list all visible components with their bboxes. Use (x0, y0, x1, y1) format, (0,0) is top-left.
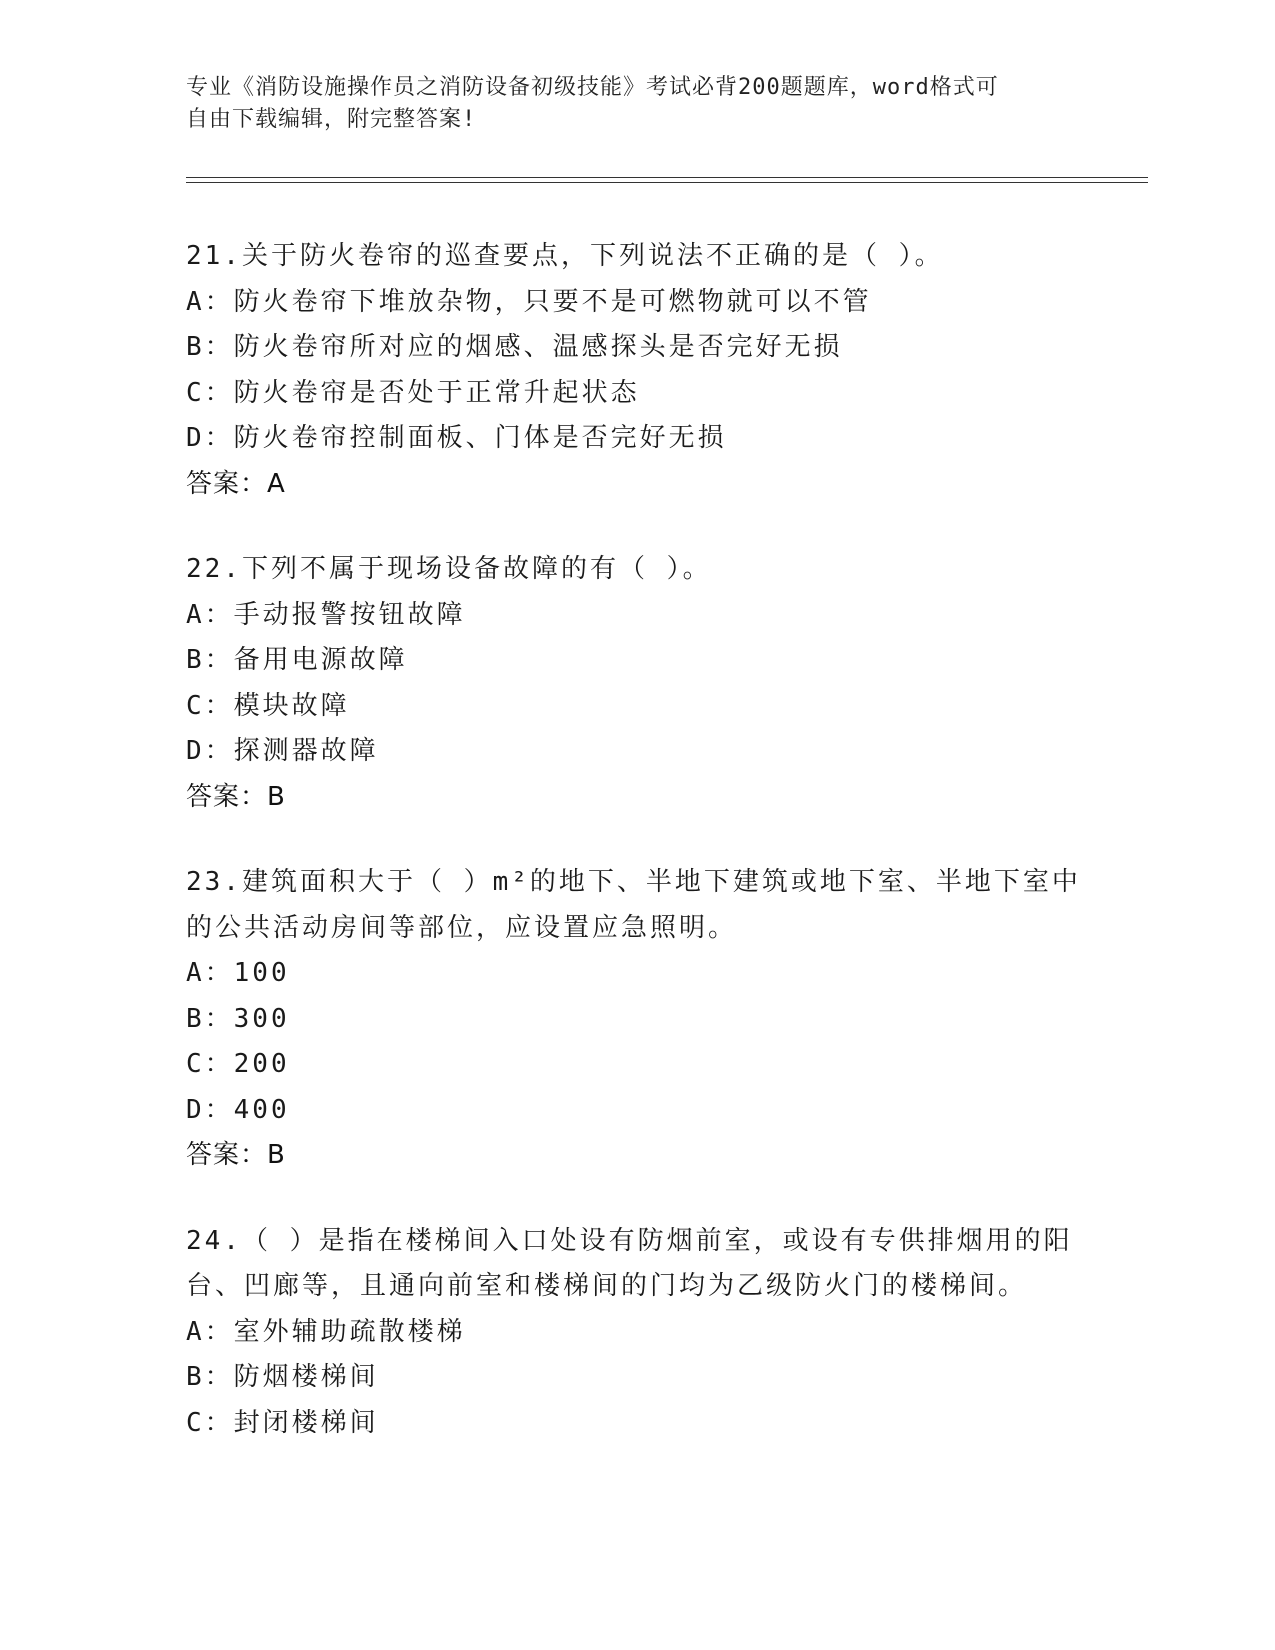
question-stem-line-1: 24.（ ）是指在楼梯间入口处设有防烟前室，或设有专供排烟用的阳 (186, 1225, 1073, 1256)
option-d: D：探测器故障 (186, 736, 379, 766)
question-stem: 22.下列不属于现场设备故障的有（ ）。 (186, 554, 712, 584)
option-d: D：防火卷帘控制面板、门体是否完好无损 (186, 423, 727, 453)
option-c: C：封闭楼梯间 (186, 1407, 379, 1438)
question-stem: 21.关于防火卷帘的巡查要点，下列说法不正确的是（ ）。 (186, 241, 944, 271)
question-stem-line-1: 23.建筑面积大于（ ）m²的地下、半地下建筑或地下室、半地下室中 (186, 867, 1081, 897)
option-c: C：200 (186, 1049, 290, 1079)
option-a: A：手动报警按钮故障 (186, 599, 466, 630)
option-b: B：备用电源故障 (186, 645, 408, 675)
question-stem-line-2: 的公共活动房间等部位，应设置应急照明。 (186, 912, 738, 943)
option-a: A：100 (186, 958, 290, 988)
header-line-2: 自由下载编辑，附完整答案! (186, 107, 477, 132)
answer-label: 答案：B (186, 781, 286, 812)
option-c: C：模块故障 (186, 690, 350, 721)
document-header (186, 72, 1066, 136)
option-b: B：300 (186, 1003, 290, 1034)
question-24 (186, 1219, 1086, 1447)
answer-label: 答案：B (186, 1140, 286, 1170)
answer-label: 答案：A (186, 468, 286, 499)
header-line-1: 专业《消防设施操作员之消防设备初级技能》考试必背200题题库，word格式可 (186, 75, 999, 100)
option-b: B：防火卷帘所对应的烟感、温感探头是否完好无损 (186, 332, 843, 362)
option-c: C：防火卷帘是否处于正常升起状态 (186, 377, 640, 408)
option-a: A：防火卷帘下堆放杂物，只要不是可燃物就可以不管 (186, 286, 872, 317)
option-b: B：防烟楼梯间 (186, 1362, 379, 1392)
question-23 (186, 860, 1086, 1179)
question-list (186, 234, 1086, 1486)
question-stem-line-2: 台、凹廊等，且通向前室和楼梯间的门均为乙级防火门的楼梯间。 (186, 1271, 1028, 1301)
header-divider-top (186, 177, 1148, 178)
question-22 (186, 547, 1086, 820)
option-a: A：室外辅助疏散楼梯 (186, 1316, 466, 1347)
question-21 (186, 234, 1086, 507)
header-divider-bottom (186, 182, 1148, 183)
option-d: D：400 (186, 1094, 290, 1125)
